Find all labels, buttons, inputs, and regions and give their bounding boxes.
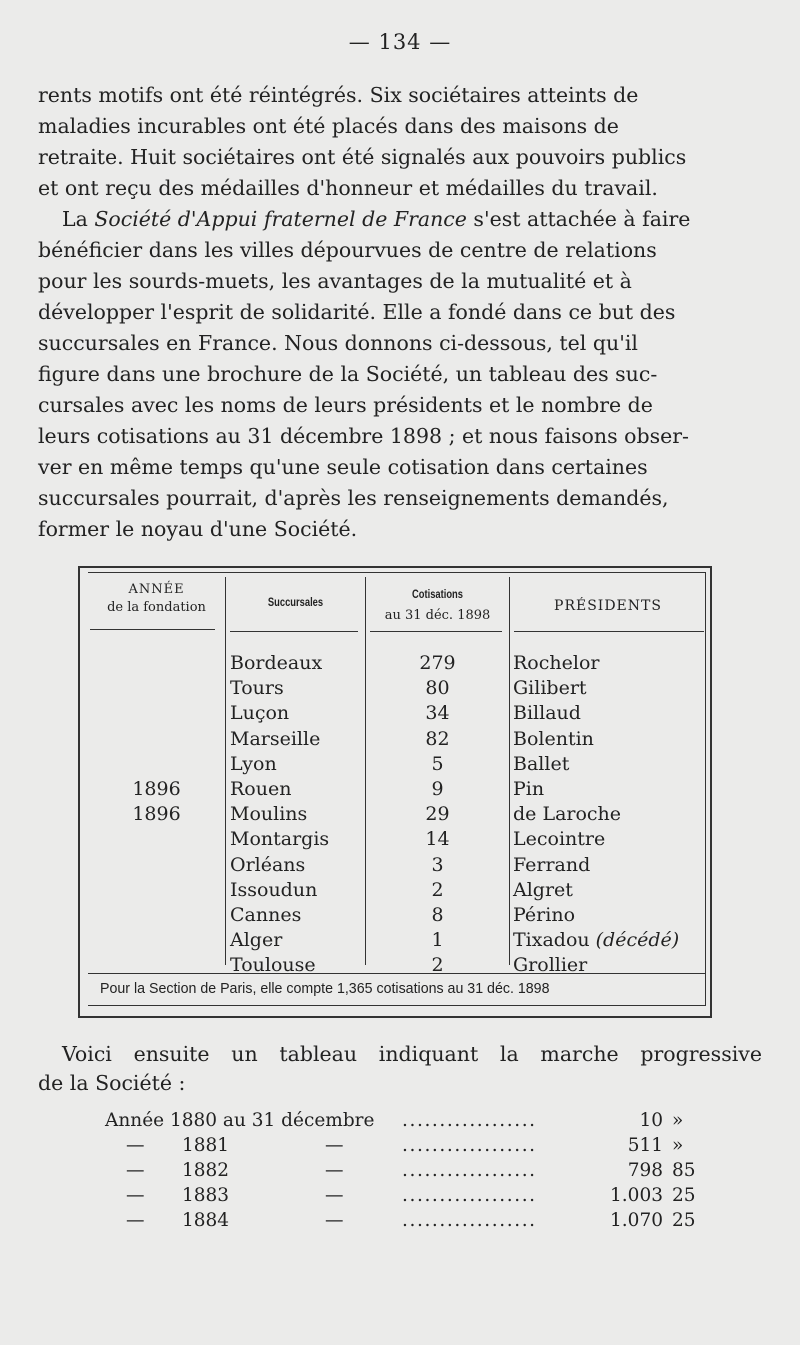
branch-cell: Montargis: [230, 828, 330, 851]
amount-whole: 1.070: [610, 1210, 663, 1231]
amount-fraction: »: [672, 1135, 684, 1156]
header-rule: [90, 629, 215, 630]
column-divider: [225, 577, 226, 965]
leader-dots: ..................: [402, 1185, 537, 1206]
header-dues-line1: Cotisations: [412, 587, 463, 601]
body-text: [38, 80, 758, 545]
paragraph-continuation: [38, 80, 758, 204]
leader-dots: ..................: [402, 1110, 537, 1131]
text-line: figure dans une brochure de la Société, un tableau des suc-: [38, 362, 658, 386]
dues-cell: 9: [431, 778, 444, 801]
amount-fraction: 85: [672, 1160, 696, 1181]
header-rule: [370, 631, 502, 632]
president-name: Périno: [513, 904, 576, 927]
branch-cell: Marseille: [230, 727, 321, 750]
president-cell: [513, 651, 708, 676]
leader-dots: ..................: [402, 1135, 537, 1156]
founding-year-cell: [88, 953, 225, 978]
column-divider: [509, 577, 510, 965]
ditto-mark: —: [325, 1160, 344, 1181]
president-cell: [513, 676, 708, 701]
founding-year-cell: [88, 651, 225, 676]
founding-year-cell: 1896: [132, 803, 181, 826]
ditto-mark: —: [325, 1210, 344, 1231]
founding-year-cell: [88, 827, 225, 852]
branch-cell: Luçon: [230, 702, 290, 725]
dues-cell: 3: [431, 853, 444, 876]
branch-cell: Orléans: [230, 853, 306, 876]
president-cell: [513, 853, 708, 878]
ditto-mark: —: [325, 1135, 344, 1156]
founding-year-cell: [88, 676, 225, 701]
dues-cell: 14: [425, 828, 450, 851]
dues-cell: 2: [431, 954, 444, 977]
president-cell: [513, 953, 708, 978]
paris-section-note: Pour la Section de Paris, elle compte 1,365 cotisations au 31 déc. 1898: [100, 981, 550, 997]
dues-cell: 29: [425, 803, 450, 826]
president-cell: [513, 827, 708, 852]
dues-cell: 1: [431, 929, 444, 952]
founding-year-cell: [88, 701, 225, 726]
amount-fraction: 25: [672, 1185, 696, 1206]
text-line: pour les sourds-muets, les avantages de la mutualité et à: [38, 269, 632, 293]
president-name: Pin: [513, 778, 545, 801]
header-presidents: PRÉSIDENTS: [554, 598, 662, 614]
dues-cell: 5: [431, 752, 444, 775]
text-line: succursales en France. Nous donnons ci-dessous, tel qu'il: [38, 331, 638, 355]
text-line: Voici ensuite un tableau indiquant la marche progressive: [62, 1042, 762, 1066]
ditto-mark: —: [126, 1135, 145, 1156]
progression-row: [0, 1135, 800, 1160]
branch-cell: Bordeaux: [230, 652, 323, 674]
amount-whole: 511: [627, 1135, 663, 1156]
dues-column: [366, 651, 509, 979]
text-line: de la Société :: [38, 1071, 186, 1095]
president-name: Lecointre: [513, 828, 606, 851]
founding-year-cell: [88, 903, 225, 928]
president-name: Gilibert: [513, 677, 587, 700]
dues-cell: 8: [431, 904, 444, 927]
header-rule: [230, 631, 358, 632]
paragraph-society: [38, 204, 758, 545]
founding-year-cell: 1896: [132, 778, 181, 801]
president-note: (décédé): [595, 929, 680, 952]
president-name: Tixadou: [513, 929, 590, 952]
dues-cell: 80: [425, 677, 450, 700]
header-dues: [366, 585, 509, 625]
progression-year: 1884: [182, 1210, 230, 1231]
leader-dots: ..................: [402, 1160, 537, 1181]
branch-column: [230, 651, 364, 979]
president-cell: [513, 752, 708, 777]
founding-year-cell: [88, 928, 225, 953]
progression-row: [0, 1160, 800, 1185]
ditto-mark: —: [126, 1210, 145, 1231]
amount-fraction: 25: [672, 1210, 696, 1231]
header-year-line1: ANNÉE: [128, 582, 185, 597]
dues-cell: 34: [425, 702, 450, 725]
text-line: maladies incurables ont été placés dans des maisons de: [38, 114, 619, 138]
amount-whole: 798: [627, 1160, 663, 1181]
leader-dots: ..................: [402, 1210, 537, 1231]
president-cell: [513, 701, 708, 726]
header-dues-line2: au 31 déc. 1898: [384, 608, 491, 623]
text-line: cursales avec les noms de leurs présidents et le nombre de: [38, 393, 653, 417]
president-name: Ballet: [513, 752, 570, 775]
branches-table: [78, 566, 712, 1018]
president-cell: [513, 777, 708, 802]
president-name: Rochelor: [513, 652, 600, 674]
branch-cell: Cannes: [230, 904, 302, 927]
ditto-mark: —: [126, 1185, 145, 1206]
president-name: Billaud: [513, 702, 581, 725]
president-column: [513, 651, 708, 979]
progression-year: 1882: [182, 1160, 230, 1181]
text-lead: La: [62, 207, 95, 231]
header-rule: [514, 631, 704, 632]
header-year: [88, 581, 225, 617]
branch-cell: Alger: [230, 929, 283, 952]
text-line: leurs cotisations au 31 décembre 1898 ; et nous faisons obser-: [38, 424, 689, 448]
president-name: de Laroche: [513, 803, 622, 826]
branch-cell: Issoudun: [230, 878, 318, 901]
header-branches: Succursales: [267, 595, 324, 609]
text-line: s'est attachée à faire: [466, 207, 691, 231]
table-frame: [88, 572, 706, 1006]
president-cell: [513, 878, 708, 903]
president-cell: [513, 903, 708, 928]
branch-cell: Moulins: [230, 803, 308, 826]
president-cell: [513, 727, 708, 752]
text-line: bénéficier dans les villes dépourvues de centre de relations: [38, 238, 657, 262]
president-name: Grollier: [513, 954, 588, 977]
amount-whole: 1.003: [610, 1185, 663, 1206]
text-line: retraite. Huit sociétaires ont été signalés aux pouvoirs publics: [38, 145, 687, 169]
text-line: rents motifs ont été réintégrés. Six sociétaires atteints de: [38, 83, 639, 107]
progression-row: [0, 1110, 800, 1135]
progression-row: [0, 1185, 800, 1210]
president-cell: [513, 802, 708, 827]
text-line: ver en même temps qu'une seule cotisation dans certaines: [38, 455, 648, 479]
text-line: et ont reçu des médailles d'honneur et médailles du travail.: [38, 176, 658, 200]
president-cell: [513, 928, 708, 953]
branch-cell: Lyon: [230, 752, 277, 775]
dues-cell: 2: [431, 878, 444, 901]
dues-cell: 82: [425, 727, 450, 750]
president-name: Ferrand: [513, 853, 591, 876]
branch-cell: Tours: [230, 677, 284, 700]
president-name: Bolentin: [513, 727, 594, 750]
progression-row: [0, 1210, 800, 1235]
progression-year: 1883: [182, 1185, 230, 1206]
president-name: Algret: [513, 878, 573, 901]
progression-intro: [38, 1040, 762, 1098]
founding-year-cell: [88, 752, 225, 777]
progression-year: 1881: [182, 1135, 230, 1156]
dues-cell: 279: [419, 652, 456, 674]
header-year-line2: de la fondation: [107, 600, 206, 615]
amount-fraction: »: [672, 1110, 684, 1131]
text-line: former le noyau d'une Société.: [38, 517, 358, 541]
branch-cell: Toulouse: [230, 954, 316, 977]
founding-year-cell: [88, 878, 225, 903]
progression-label: Année 1880 au 31 décembre: [105, 1110, 375, 1131]
branch-cell: Rouen: [230, 778, 292, 801]
ditto-mark: —: [325, 1185, 344, 1206]
amount-whole: 10: [639, 1110, 663, 1131]
ditto-mark: —: [126, 1160, 145, 1181]
founding-year-cell: [88, 853, 225, 878]
text-line: succursales pourrait, d'après les renseignements demandés,: [38, 486, 669, 510]
year-column: [88, 651, 225, 979]
text-line: développer l'esprit de solidarité. Elle a fondé dans ce but des: [38, 300, 676, 324]
page-number: — 134 —: [348, 30, 452, 54]
society-name: Société d'Appui fraternel de France: [94, 207, 467, 231]
founding-year-cell: [88, 727, 225, 752]
